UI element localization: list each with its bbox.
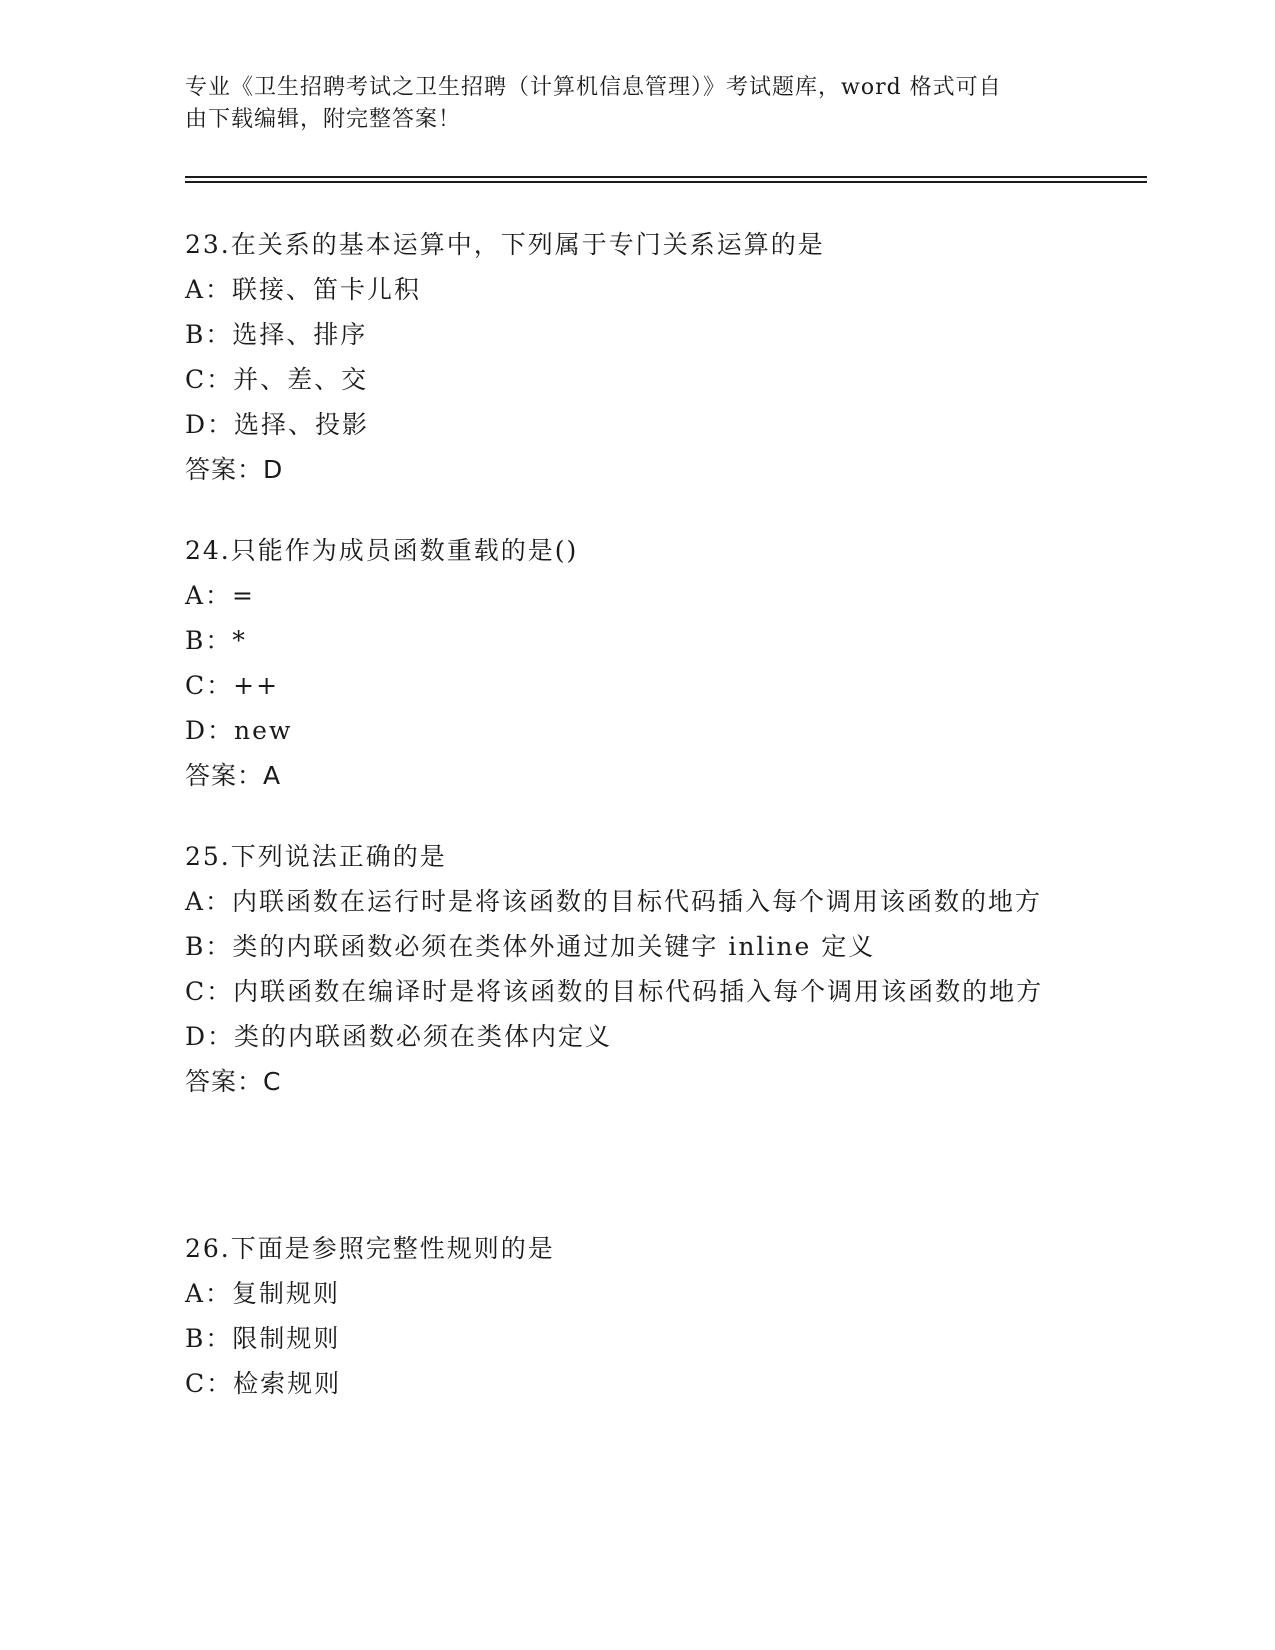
question-24 [185,528,1065,798]
option-c: C：检索规则 [185,1369,342,1398]
option-d: D：选择、投影 [185,410,370,439]
header-line-1: 专业《卫生招聘考试之卫生招聘（计算机信息管理）》考试题库，word 格式可自 [185,75,1002,100]
question-23 [185,222,1065,492]
question-stem: 26.下面是参照完整性规则的是 [185,1234,555,1263]
option-b: B：限制规则 [185,1324,341,1353]
option-a: A：= [185,581,256,610]
question-26 [185,1226,1065,1406]
option-a: A：联接、笛卡儿积 [185,275,422,304]
option-a: A：内联函数在运行时是将该函数的目标代码插入每个调用该函数的地方 [185,887,1043,916]
question-stem: 23.在关系的基本运算中，下列属于专门关系运算的是 [185,230,825,259]
header-divider-top [185,176,1147,178]
option-c: C：内联函数在编译时是将该函数的目标代码插入每个调用该函数的地方 [185,977,1044,1006]
option-d: D：类的内联函数必须在类体内定义 [185,1022,613,1051]
question-stem: 24.只能作为成员函数重载的是() [185,536,579,565]
option-c: C：并、差、交 [185,365,369,394]
option-a: A：复制规则 [185,1279,341,1308]
question-25 [185,834,1065,1104]
header-divider-bottom [185,181,1147,183]
header-line-2: 由下载编辑，附完整答案！ [185,107,462,132]
answer-label: 答案：D [185,455,284,484]
option-c: C：++ [185,671,280,700]
option-d: D：new [185,716,293,745]
question-stem: 25.下列说法正确的是 [185,842,447,871]
answer-label: 答案：C [185,1067,282,1096]
option-b: B：选择、排序 [185,320,368,349]
document-header [185,72,1065,136]
option-b: B：* [185,626,247,655]
answer-label: 答案：A [185,761,282,790]
option-b: B：类的内联函数必须在类体外通过加关键字 inline 定义 [185,932,876,961]
